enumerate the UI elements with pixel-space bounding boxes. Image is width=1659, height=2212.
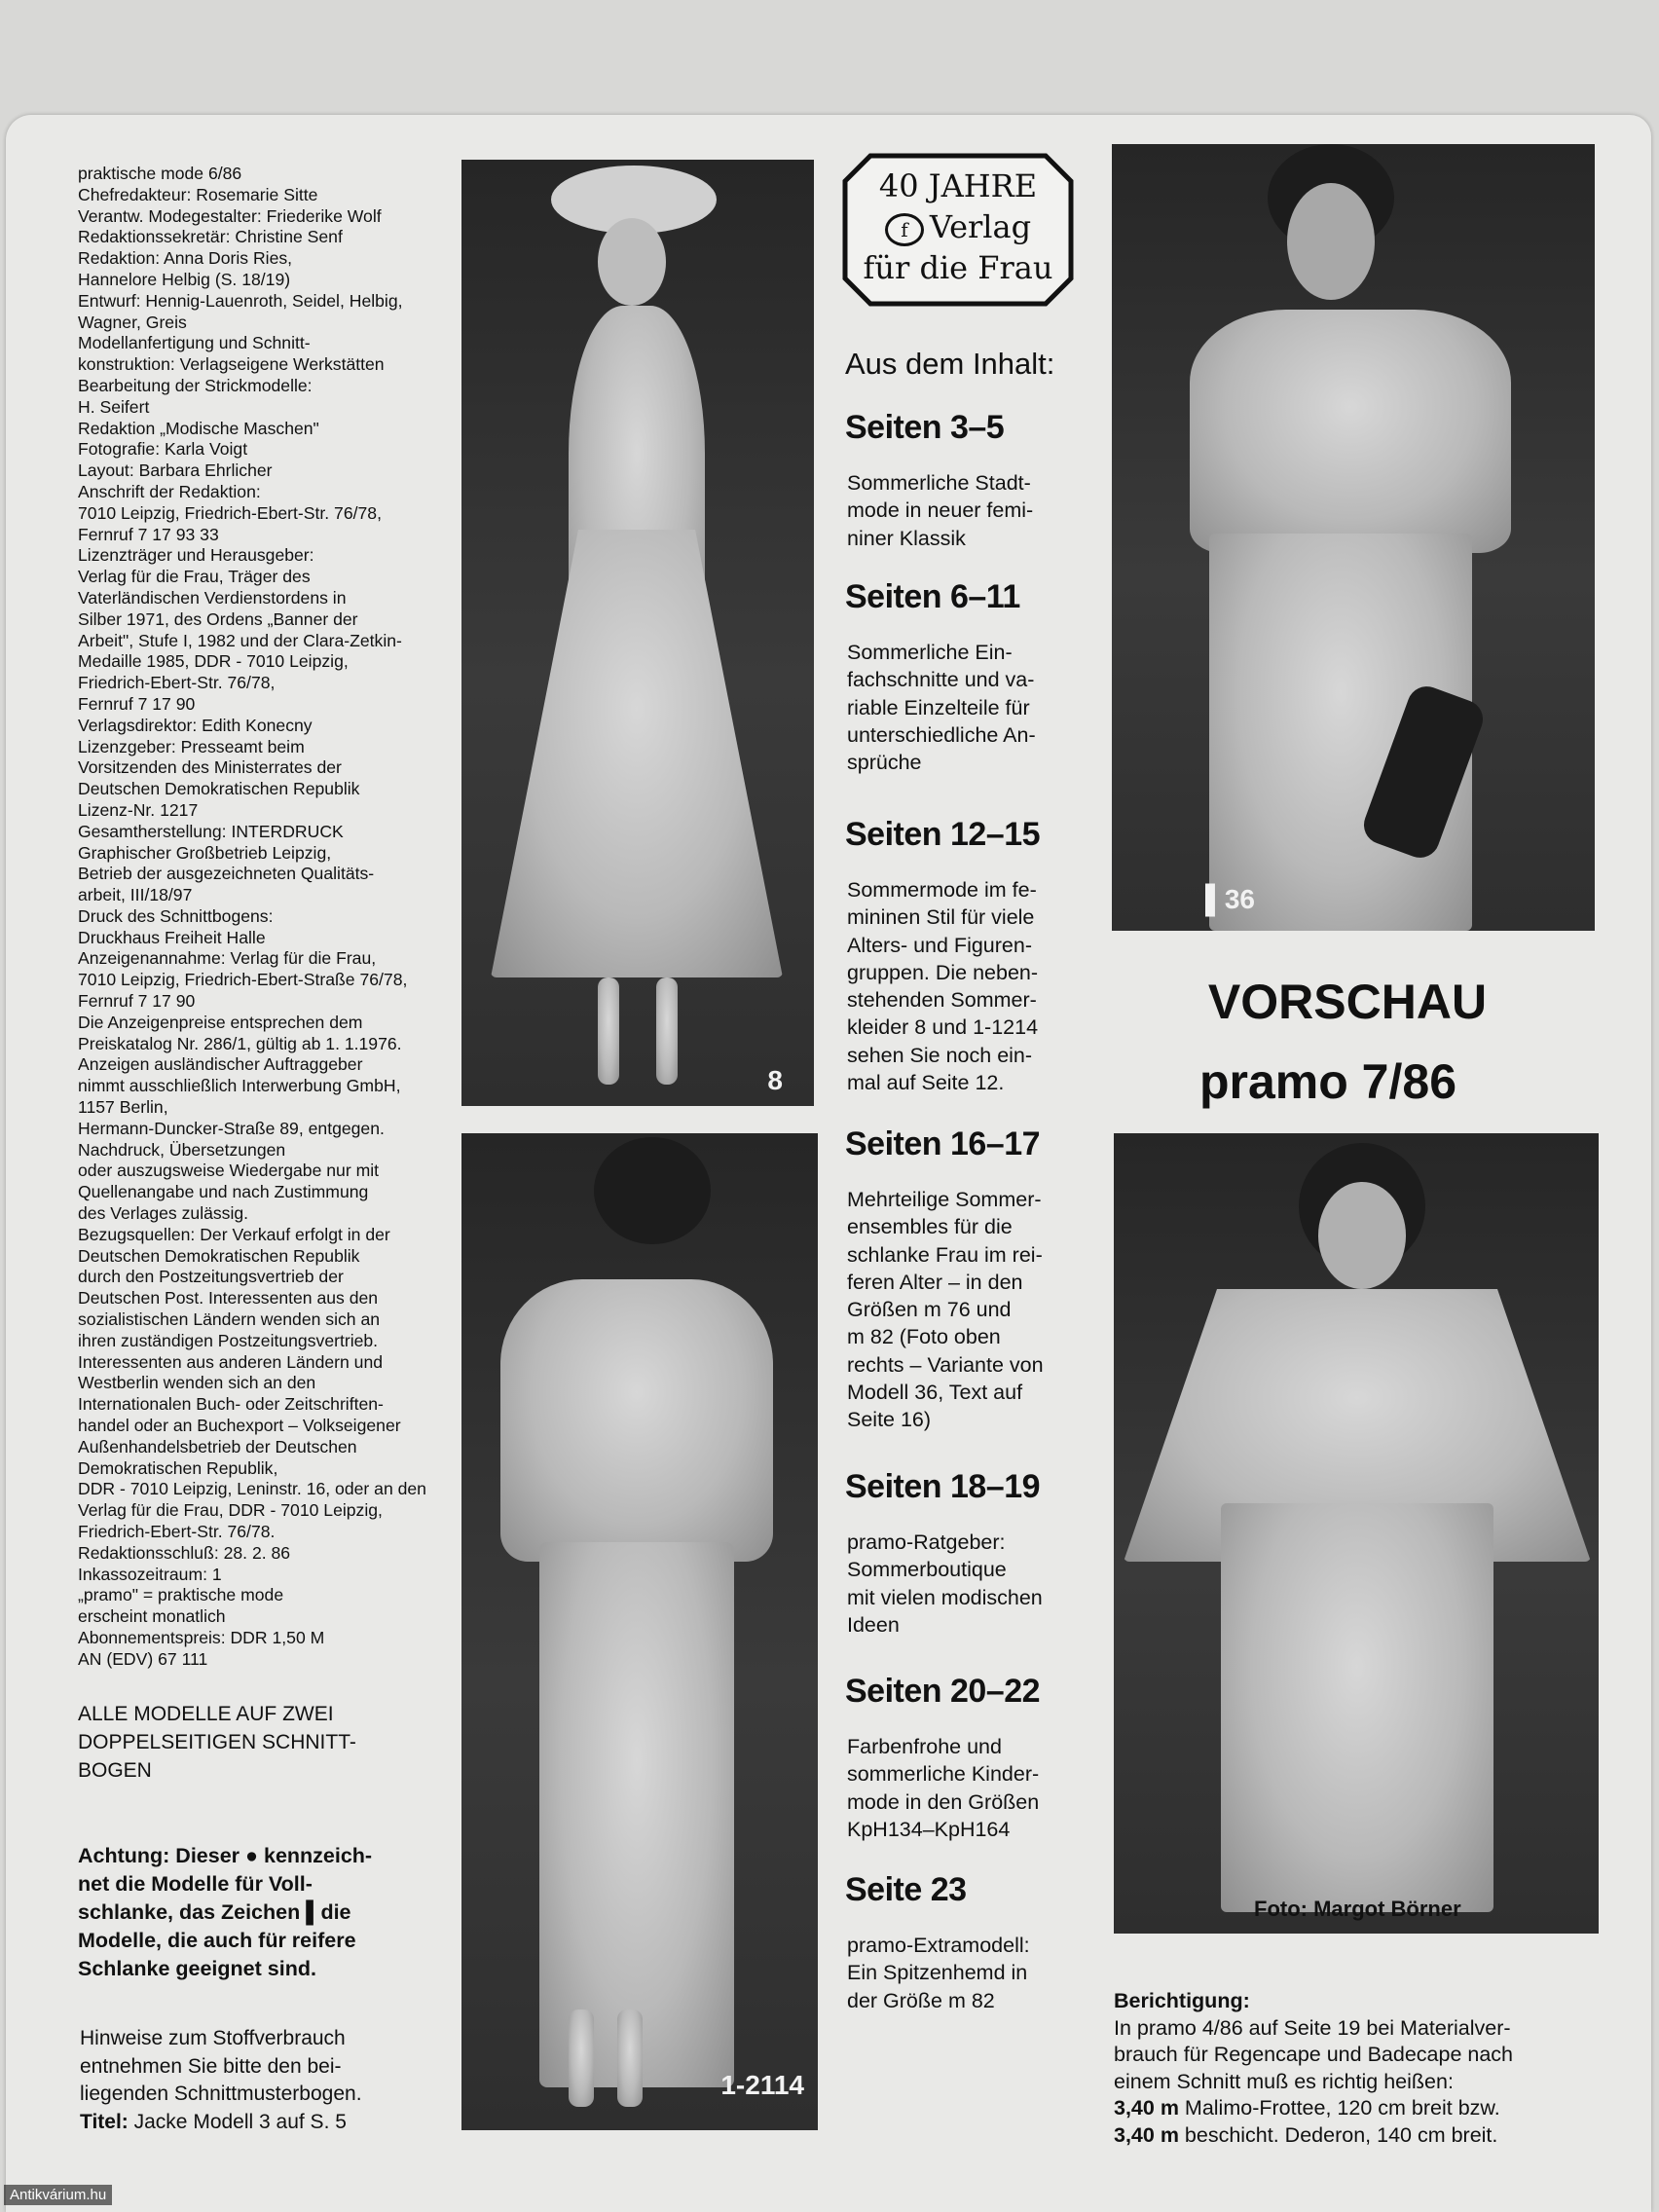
imprint-line: Bezugsquellen: Der Verkauf erfolgt in der [78, 1224, 390, 1244]
toc-line: Alters- und Figuren- [847, 933, 1032, 957]
imprint-line: Friedrich-Ebert-Str. 76/78. [78, 1522, 276, 1541]
imprint-line: Die Anzeigenpreise entsprechen dem [78, 1012, 363, 1032]
toc-pages: Seiten 3–5 [845, 409, 1005, 446]
imprint-line: Arbeit", Stufe I, 1982 und der Clara-Zetkin- [78, 630, 402, 650]
model-number-label: ▌36 [1205, 884, 1255, 914]
toc-line: Sommermode im fe- [847, 878, 1037, 902]
warning-line: Modelle, die auch für reifere [78, 1929, 356, 1952]
toc-line: niner Klassik [847, 526, 966, 550]
toc-line: stehenden Sommer- [847, 988, 1037, 1013]
imprint-line: Wagner, Greis [78, 312, 187, 332]
photo-preview-model [1114, 1133, 1599, 1934]
imprint-line: Anzeigenannahme: Verlag für die Frau, [78, 948, 377, 969]
toc-line: schlanke Frau im rei- [847, 1242, 1043, 1267]
imprint-line: Westberlin wenden sich an den [78, 1373, 316, 1393]
toc-line: Ideen [847, 1612, 900, 1637]
imprint-line: Lizenzträger und Herausgeber: [78, 545, 314, 566]
toc-line: Ein Spitzenhemd in [847, 1961, 1028, 1985]
correction-item [1114, 2122, 1620, 2150]
imprint-line: Friedrich-Ebert-Str. 76/78, [78, 673, 276, 693]
toc-line: sommerliche Kinder- [847, 1762, 1040, 1787]
correction-amount: 3,40 m [1114, 2122, 1179, 2147]
correction-line: brauch für Regencape und Badecape nach [1114, 2043, 1514, 2066]
imprint-line: Abonnementspreis: DDR 1,50 M [78, 1627, 325, 1647]
toc-pages: Seiten 16–17 [845, 1125, 1041, 1162]
imprint-line: Vaterländischen Verdienstordens in [78, 587, 347, 608]
cover-note [80, 2109, 450, 2137]
hints-line: Hinweise zum Stoffverbrauch [80, 2027, 346, 2049]
toc-line: kleider 8 und 1-1214 [847, 1015, 1039, 1040]
imprint-line: arbeit, III/18/97 [78, 885, 193, 905]
toc-description [847, 1733, 1100, 1843]
imprint-line: H. Seifert [78, 396, 150, 417]
toc-line: Sommerboutique [847, 1558, 1007, 1582]
imprint-line: Hermann-Duncker-Straße 89, entgegen. [78, 1118, 385, 1138]
imprint-line: oder auszugsweise Wiedergabe nur mit [78, 1161, 380, 1181]
toc-line: riable Einzelteile für [847, 695, 1030, 719]
all-models-line: ALLE MODELLE AUF ZWEI [78, 1703, 334, 1725]
imprint-line: konstruktion: Verlagseigene Werkstätten [78, 354, 385, 375]
imprint-line: 1157 Berlin, [78, 1097, 168, 1118]
warning-line: Achtung: Dieser ● kennzeich- [78, 1844, 373, 1867]
publisher-mark-icon: f [885, 213, 924, 246]
toc-line: Modell 36, Text auf [847, 1381, 1023, 1405]
toc-line: gruppen. Die neben- [847, 960, 1039, 984]
imprint-line: Silber 1971, des Ordens „Banner der [78, 608, 358, 629]
imprint-line: Modellanfertigung und Schnitt- [78, 333, 311, 353]
toc-line: fachschnitte und va- [847, 668, 1035, 692]
imprint-line: Verantw. Modegestalter: Friederike Wolf [78, 205, 382, 226]
toc-line: KpH134–KpH164 [847, 1817, 1011, 1841]
watermark: Antikvárium.hu [4, 2185, 112, 2205]
imprint-line: Preiskatalog Nr. 286/1, gültig ab 1. 1.1976. [78, 1033, 402, 1053]
imprint-line: ihren zuständigen Postzeitungsvertrieb. [78, 1330, 379, 1350]
cover-text: Jacke Modell 3 auf S. 5 [128, 2110, 347, 2133]
model-number-label: 8 [767, 1065, 783, 1095]
imprint-line: Deutschen Demokratischen Republik [78, 779, 360, 799]
photo-model-1-2114 [461, 1133, 818, 2130]
imprint-line: Verlagsdirektor: Edith Konecny [78, 715, 313, 735]
imprint-column [78, 164, 458, 1671]
toc-description [847, 469, 1100, 552]
imprint-line: Inkassozeitraum: 1 [78, 1564, 222, 1584]
photo-credit: Foto: Margot Börner [1254, 1897, 1461, 1921]
imprint-line: durch den Postzeitungsvertrieb der [78, 1267, 344, 1287]
toc-line: sprüche [847, 751, 922, 775]
imprint-line: Interessenten aus anderen Ländern und [78, 1351, 384, 1372]
toc-pages: Seite 23 [845, 1871, 967, 1908]
hints-line: entnehmen Sie bitte den bei- [80, 2054, 342, 2078]
imprint-line: Verlag für die Frau, DDR - 7010 Leipzig, [78, 1500, 383, 1521]
toc-pages: Seiten 12–15 [845, 816, 1041, 853]
imprint-line: Fernruf 7 17 90 [78, 693, 196, 714]
preview-title: VORSCHAU [1207, 975, 1488, 1029]
imprint-line: Layout: Barbara Ehrlicher [78, 461, 273, 481]
toc-line: Farbenfrohe und [847, 1735, 1002, 1758]
warning-note [78, 1842, 448, 1983]
toc-pages: Seiten 6–11 [845, 578, 1020, 615]
imprint-line: Deutschen Demokratischen Republik [78, 1245, 360, 1266]
imprint-line: „pramo" = praktische mode [78, 1585, 284, 1605]
model-number-label: 1-2114 [720, 2070, 804, 2100]
toc-description [847, 1186, 1100, 1434]
toc-pages: Seiten 18–19 [845, 1468, 1041, 1505]
imprint-line: Fotografie: Karla Voigt [78, 439, 248, 460]
toc-line: Seite 16) [847, 1408, 932, 1432]
toc-line: unterschiedliche An- [847, 722, 1036, 747]
imprint-line: Internationalen Buch- oder Zeitschriften- [78, 1394, 384, 1415]
imprint-line: Druck des Schnittbogens: [78, 905, 274, 926]
imprint-line: Fernruf 7 17 93 33 [78, 524, 219, 544]
warning-line: schlanke, das Zeichen ▌die [78, 1900, 351, 1924]
toc-description [847, 876, 1100, 1096]
correction-item [1114, 2095, 1620, 2122]
imprint-line: Lizenz-Nr. 1217 [78, 799, 199, 820]
imprint-line: Hannelore Helbig (S. 18/19) [78, 269, 291, 289]
warning-line: net die Modelle für Voll- [78, 1872, 313, 1896]
photo-model-8 [461, 160, 814, 1106]
imprint-line: Chefredakteur: Rosemarie Sitte [78, 184, 318, 204]
imprint-line: Außenhandelsbetrieb der Deutschen [78, 1436, 357, 1456]
imprint-line: des Verlages zulässig. [78, 1203, 249, 1224]
toc-description [847, 1529, 1100, 1639]
toc-line: mode in den Größen [847, 1789, 1040, 1814]
imprint-line: Vorsitzenden des Ministerrates der [78, 757, 342, 778]
imprint-line: Redaktionsschluß: 28. 2. 86 [78, 1542, 291, 1563]
toc-line: Sommerliche Ein- [847, 641, 1013, 664]
imprint-line: nimmt ausschließlich Interwerbung GmbH, [78, 1076, 401, 1096]
imprint-line: erscheint monatlich [78, 1606, 226, 1627]
toc-line: Größen m 76 und [847, 1298, 1012, 1322]
imprint-line: Quellenangabe und nach Zustimmung [78, 1182, 369, 1202]
imprint-line: Druckhaus Freiheit Halle [78, 927, 266, 947]
fabric-hints [80, 2025, 450, 2136]
correction-note [1114, 1988, 1620, 2149]
imprint-line: Gesamtherstellung: INTERDRUCK [78, 821, 344, 841]
imprint-line: Nachdruck, Übersetzungen [78, 1139, 286, 1160]
imprint-line: Anschrift der Redaktion: [78, 481, 261, 501]
imprint-line: Lizenzgeber: Presseamt beim [78, 736, 305, 756]
warning-line: Schlanke geeignet sind. [78, 1957, 316, 1980]
toc-pages: Seiten 20–22 [845, 1673, 1041, 1710]
toc-line: pramo-Ratgeber: [847, 1530, 1006, 1554]
imprint-line: Anzeigen ausländischer Auftraggeber [78, 1054, 363, 1075]
correction-amount: 3,40 m [1114, 2096, 1179, 2120]
photo-model-36 [1112, 144, 1595, 931]
imprint-line: Fernruf 7 17 90 [78, 991, 196, 1012]
toc-line: mit vielen modischen [847, 1585, 1043, 1609]
toc-line: mal auf Seite 12. [847, 1071, 1005, 1095]
toc-line: mode in neuer femi- [847, 498, 1034, 523]
imprint-line: 7010 Leipzig, Friedrich-Ebert-Str. 76/78, [78, 502, 382, 523]
imprint-line: Betrieb der ausgezeichneten Qualitäts- [78, 864, 375, 884]
imprint-line: Bearbeitung der Strickmodelle: [78, 375, 313, 395]
cover-label: Titel: [80, 2110, 129, 2133]
logo-line1: 40 JAHRE [878, 167, 1038, 204]
imprint-line: Graphischer Großbetrieb Leipzig, [78, 842, 332, 863]
imprint-line: Redaktion „Modische Maschen" [78, 418, 319, 438]
correction-line: einem Schnitt muß es richtig heißen: [1114, 2069, 1454, 2093]
correction-text: Malimo-Frottee, 120 cm breit bzw. [1178, 2096, 1500, 2120]
imprint-line: praktische mode 6/86 [78, 164, 242, 183]
toc-description [847, 1932, 1100, 2014]
imprint-line: 7010 Leipzig, Friedrich-Ebert-Straße 76/78, [78, 970, 408, 990]
imprint-line: Demokratischen Republik, [78, 1457, 278, 1478]
toc-line: der Größe m 82 [847, 1988, 995, 2012]
toc-description [847, 639, 1100, 776]
all-models-line: BOGEN [78, 1759, 152, 1782]
toc-line: sehen Sie noch ein- [847, 1043, 1033, 1067]
correction-text: beschicht. Dederon, 140 cm breit. [1178, 2122, 1498, 2147]
correction-heading: Berichtigung: [1114, 1989, 1250, 2012]
imprint-line: Redaktionssekretär: Christine Senf [78, 227, 343, 247]
toc-line: pramo-Extramodell: [847, 1934, 1030, 1957]
hints-line: liegenden Schnittmusterbogen. [80, 2083, 362, 2105]
imprint-line: Redaktion: Anna Doris Ries, [78, 248, 293, 269]
toc-line: feren Alter – in den [847, 1270, 1023, 1294]
logo-line3: für die Frau [863, 249, 1053, 286]
publisher-logo [841, 152, 1075, 308]
imprint-line: Deutschen Post. Interessenten aus den [78, 1288, 379, 1309]
toc-line: m 82 (Foto oben [847, 1325, 1001, 1349]
toc-line: rechts – Variante von [847, 1352, 1044, 1377]
logo-line2: Verlag [929, 208, 1032, 245]
contents-heading: Aus dem Inhalt: [845, 347, 1055, 381]
toc-line: mininen Stil für viele [847, 905, 1035, 930]
toc-line: Sommerliche Stadt- [847, 471, 1031, 495]
imprint-line: handel oder an Buchexport – Volkseigener [78, 1416, 401, 1436]
imprint-line: Entwurf: Hennig-Lauenroth, Seidel, Helbig, [78, 290, 403, 311]
imprint-line: Medaille 1985, DDR - 7010 Leipzig, [78, 651, 349, 672]
preview-issue: pramo 7/86 [1198, 1054, 1456, 1109]
all-models-note [78, 1700, 428, 1785]
imprint-line: Verlag für die Frau, Träger des [78, 567, 311, 587]
toc-line: ensembles für die [847, 1215, 1013, 1239]
imprint-line: DDR - 7010 Leipzig, Leninstr. 16, oder an den [78, 1479, 426, 1499]
correction-line: In pramo 4/86 auf Seite 19 bei Materialver- [1114, 2015, 1511, 2040]
toc-line: Mehrteilige Sommer- [847, 1188, 1042, 1211]
imprint-line: AN (EDV) 67 111 [78, 1648, 208, 1669]
imprint-line: sozialistischen Ländern wenden sich an [78, 1309, 381, 1330]
all-models-line: DOPPELSEITIGEN SCHNITT- [78, 1731, 356, 1753]
